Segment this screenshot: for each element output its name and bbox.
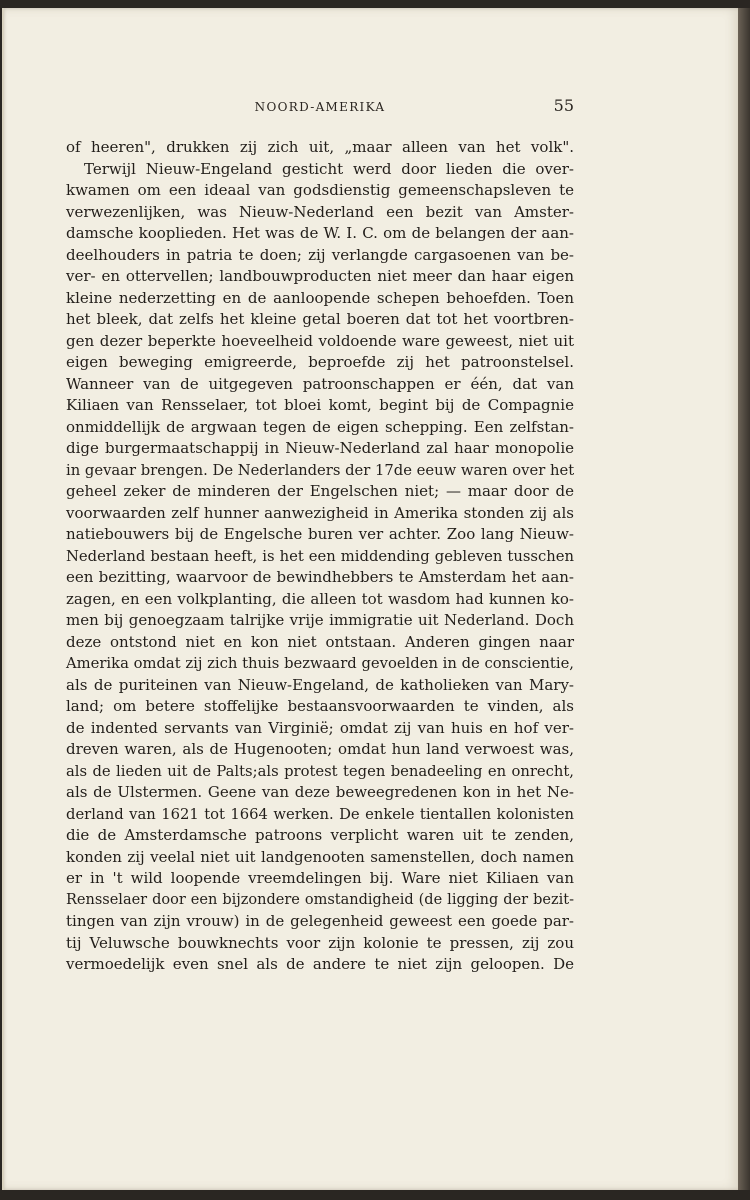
text-line: Kiliaen van Rensselaer, tot bloei komt, begint bij de Compagnie <box>66 396 574 414</box>
text-line: Rensselaer door een bijzondere omstandigheid (de ligging der bezit- <box>66 891 574 908</box>
text-line: natiebouwers bij de Engelsche buren ver achter. Zoo lang Nieuw- <box>66 525 574 543</box>
text-line: kwamen om een ideaal van godsdienstig gemeenschapsleven te <box>66 181 574 199</box>
text-line: eigen beweging emigreerde, beproefde zij het patroonstelsel. <box>66 353 574 371</box>
book-spine-edge <box>738 8 750 1190</box>
text-line: Nederland bestaan heeft, is het een middending gebleven tusschen <box>66 547 574 565</box>
text-line: derland van 1621 tot 1664 werken. De enkele tientallen kolonisten <box>66 805 574 823</box>
text-line: dreven waren, als de Hugenooten; omdat hun land verwoest was, <box>66 740 574 758</box>
text-line: zagen, en een volkplanting, die alleen tot wasdom had kunnen ko- <box>66 589 574 608</box>
page-header <box>66 96 574 122</box>
text-line: het bleek, dat zelfs het kleine getal boeren dat tot het voortbren- <box>66 310 574 328</box>
text-line: Wanneer van de uitgegeven patroonschappen er één, dat van <box>66 374 574 393</box>
book-page <box>2 8 740 1190</box>
text-line: vermoedelijk even snel als de andere te niet zijn geloopen. De <box>66 955 574 973</box>
text-line: men bij genoegzaam talrijke vrije immigratie uit Nederland. Doch <box>66 611 574 629</box>
text-line: of heeren", drukken zij zich uit, „maar alleen van het volk". <box>66 138 574 156</box>
text-line: de indented servants van Virginië; omdat zij van huis en hof ver- <box>66 718 574 737</box>
body-text <box>66 137 574 976</box>
text-line: land; om betere stoffelijke bestaansvoorwaarden te vinden, als <box>66 697 574 715</box>
text-line: die de Amsterdamsche patroons verplicht waren uit te zenden, <box>66 826 574 844</box>
text-line: als de lieden uit de Palts;als protest tegen benadeeling en onrecht, <box>66 762 574 780</box>
text-line: onmiddellijk de argwaan tegen de eigen schepping. Een zelfstan- <box>66 417 574 436</box>
text-line: damsche kooplieden. Het was de W. I. C. om de belangen der aan- <box>66 224 574 242</box>
text-line: als de Ulstermen. Geene van deze beweegredenen kon in het Ne- <box>66 783 574 801</box>
text-line: gen dezer beperkte hoeveelheid voldoende ware geweest, niet uit <box>66 331 574 350</box>
text-line: ver- en ottervellen; landbouwproducten niet meer dan haar eigen <box>66 267 574 285</box>
text-line: tij Veluwsche bouwknechts voor zijn kolonie te pressen, zij zou <box>66 933 574 952</box>
text-line: als de puriteinen van Nieuw-Engeland, de katholieken van Mary- <box>66 675 574 694</box>
text-line: in gevaar brengen. De Nederlanders der 17de eeuw waren over het <box>66 461 575 479</box>
text-line: geheel zeker de minderen der Engelschen niet; — maar door de <box>66 482 574 500</box>
text-line: deelhouders in patria te doen; zij verlangde cargasoenen van be- <box>66 245 574 264</box>
running-head: NOORD-AMERIKA <box>254 100 386 114</box>
text-line: Terwijl Nieuw-Engeland gesticht werd door lieden die over- <box>84 159 574 178</box>
text-line: tingen van zijn vrouw) in de gelegenheid geweest een goede par- <box>66 912 574 930</box>
text-line: verwezenlijken, was Nieuw-Nederland een bezit van Amster- <box>66 202 574 221</box>
text-line: deze ontstond niet en kon niet ontstaan. Anderen gingen naar <box>66 632 574 651</box>
text-line: een bezitting, waarvoor de bewindhebbers te Amsterdam het aan- <box>66 568 574 586</box>
text-line: kleine nederzetting en de aanloopende schepen behoefden. Toen <box>66 288 574 307</box>
text-line: Amerika omdat zij zich thuis bezwaard gevoelden in de conscientie, <box>66 655 574 672</box>
text-line: konden zij veelal niet uit landgenooten samenstellen, doch namen <box>66 847 574 866</box>
text-line: voorwaarden zelf hunner aanwezigheid in Amerika stonden zij als <box>66 503 574 522</box>
text-line: er in 't wild loopende vreemdelingen bij. Ware niet Kiliaen van <box>66 869 574 887</box>
text-line: dige burgermaatschappij in Nieuw-Nederland zal haar monopolie <box>66 439 574 457</box>
page-number: 55 <box>553 96 574 115</box>
